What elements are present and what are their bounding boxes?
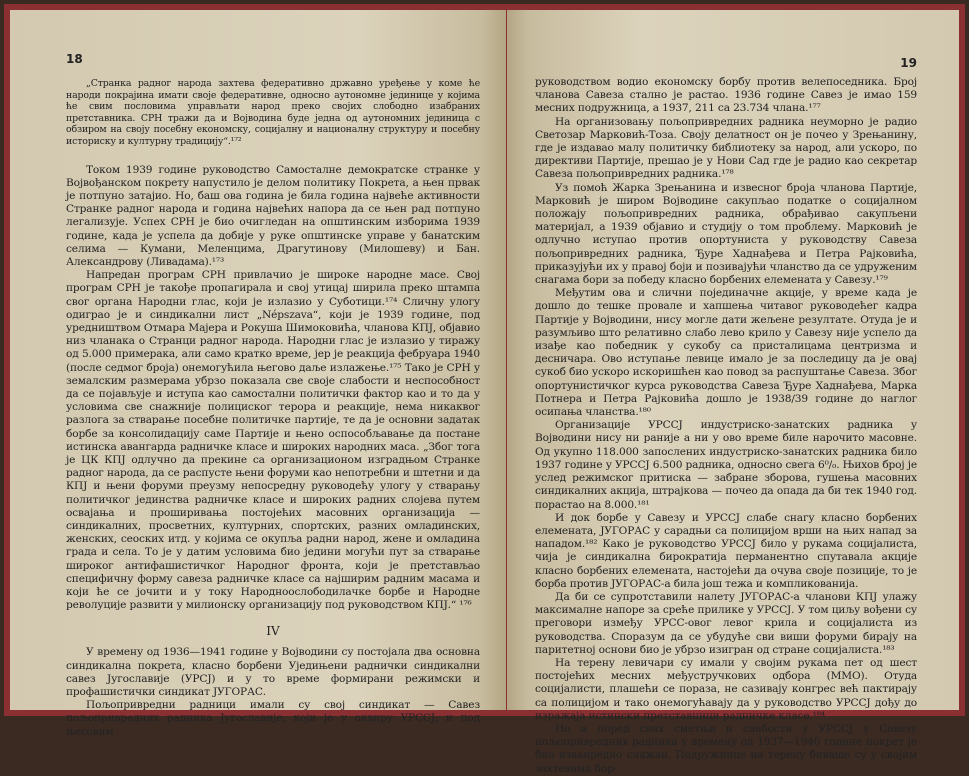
paragraph: Напредан програм СРН привлачио је широке народне масе. Свој програм СРН је такође пропагирала и свој утицај ширила преко штампа свог органа Народни глас, који је излазио у Суботици.¹⁷⁴ Сличну улогу одиграо је и синдикални лист „Népszava“, који је 1939 године, под уредништвом Отмара Мајера и Рокуша Шимоковића, чланова КПЈ, објавио низ чланака о Странци радног народа. Народни глас је излазио у тиражу од 5.000 примерака, али само кратко време, јер је реакција фебруара 1940 (после седмог броја) онемогућила његово даље излажење.¹⁷⁵ Тако је СРН у земалским размерама убрзо показала све своје слабости и неспособност да се појављује и иступа као самостални политички фактор као и то да у условима све снажније полициског терора и реакције, нема никаквог разлога за стварање посебне политичке партије, те да је основни задатак борбе за консолидацију саме Партије и њено оспособљавање да постане истинска авангарда радничке класе и широких народних маса. „Због тога је ЦК КПЈ одлучно да прекине са организационом изградњом Странке радног народа, да се распусте њени форуми као непотребни и штетни и да КПЈ и њени форуми преузму непосредну руководећу улогу у стварању политичког јединства радничке класе и широких радних слојева путем освајања и проширивања постојећих масовних организација — синдикалних, просветних, културних, спортских, разних омладинских, женских, сеоских итд. у којима се окупља радни народ, жене и омладина града и села. То је у датим условима био једини могући пут за стварање широког антифашистичког Народног фронта, који је претстављао специфичну форму савеза радничке класе са најширим радним масама и који ће се јочити и у току Народноослободилачке борбе и Народне револуције развити у милионску организацију под руководством КПЈ.“ ¹⁷⁶: [66, 269, 480, 612]
block-quote: „Странка радног народа захтева федеративно државно уређење у коме ће народи покрајина имати своје федеративне, односно аутономне јединице у којима ће свим пословима управљати народ преко својих слободно изабраних претставника. СРН тражи да и Војводина буде једна од аутономних јединица с обзиром на своју посебну економску, социјалну и националну структуру и посебну историску и културну традицију“.¹⁷²: [66, 78, 480, 147]
left-page: [10, 10, 506, 738]
section-heading: IV: [266, 624, 280, 639]
paragraph: Током 1939 године руководство Самосталне демократске странке у Војвођанском покрету напустило је делом политику Покрета, а њен првак је потпуно затајио. Но, баш ова година је била година највеће активности Странке радног народа и година највећих напора да се њен рад потпуно легализује. Успех СРН је био очигледан на општинским изборима 1939 године, када је успела да добије у руке општинске управе у банатским селима — Кумани, Меленцима, Драгутинову (Милошеву) и Бан. Александрову (Ливадама).¹⁷³: [66, 163, 480, 268]
paragraph: Пољопривредни радници имали су свој синдикат — Савез пољопривредних радника Југославије, који је у оквиру УРССЈ, и под његовим: [66, 699, 480, 738]
paragraph: На организовању пољопривредних радника неуморно је радио Светозар Марковић-Тоза. Своју делатност он је почео у Зрењанину, где је издавао малу политичку библиотеку за народ, али ускоро, по директиви Партије, прешао је у Нови Сад где је радио као секретар Савеза пољопривредних радника.¹⁷⁸: [535, 115, 917, 181]
paragraph: Но и поред свих сметњи и слабости у УРССЈ у Савезу пољопривредних радника у времену од 1937—1940 године покрет је био изванредно снажан. Подружнице на терену биваше су у својим захтевима бор-: [535, 722, 917, 775]
paragraph: Да би се супротставили налету ЈУГОРАС-а чланови КПЈ улажу максималне напоре за среће прилике у УРССЈ. У том циљу вођени су преговори између УРСС-овог левог крила и социјалиста из руководства. Споразум да се убудуће сви виши форуми бирају на паритетној основи био је убрзо изигран од стране социјалиста.¹⁸³: [535, 590, 917, 656]
right-page: [507, 10, 959, 775]
paragraph: Организације УРССЈ индустриско-занатских радника у Војводини нису ни раније а ни у ово време биле нарочито масовне. Од укупно 118.000 запослених индустриско-занатских радника било 1937 године у УРССЈ 6.500 радника, односно свега 6⁰/₀. Њихов број је услед режимског притиска — забране зборова, гушења масовних синдикалних акција, штрајкова — почео да опада да би тек 1940 год. порастао на 8.000.¹⁸¹: [535, 419, 918, 511]
page-number: 19: [900, 56, 917, 70]
paragraph: И док борбе у Савезу и УРССЈ слабе снагу класно борбених елемената, ЈУГОРАС у сарадњи са полицијом врши на њих напад за нападом.¹⁸² Како је руководство УРССЈ било у рукама социјалиста, чија је синдикална бирократија перманентно спутавала акције класно борбених елемената, настојећи да очува своје позиције, то је борба против ЈУГОРАС-а била још тежа и компликованија.: [535, 511, 917, 590]
paragraph: руководством водио економску борбу против велепоседника. Број чланова Савеза стално је растао. 1936 године Савез је имао 159 месних подружница, а 1937, 211 са 23.734 члана.¹⁷⁷: [535, 76, 917, 115]
paragraph: Међутим ова и слични појединачне акције, у време када је дошло до тешке провале и хапшења читавог руководећег кадра Партије у Војводини, нису могле дати жељене резултате. Отуда је и разумљиво што релативно слабо лево крило у Савезу није успело да изађе као победник у сукобу са присталицама центризма и десничара. Ово иступање левице имало је за последицу да је овај сукоб био ускоро искоришћен као повод за распуштање Савеза. Због опортунистичког курса руководства Савеза Ђуре Хаднађева, Марка Потнера и Петра Рајковића дошло је 1938/39 године до наглог осипања чланства.¹⁸⁰: [535, 287, 917, 419]
paragraph: Уз помоћ Жарка Зрењанина и извесног броја чланова Партије, Марковић је широм Војводине сакупљао податке о социјалном положају пољопривредних радника, обрађивао сакупљени материјал, а 1939 објавио и студију о том проблему. Марковић је одлучно иступао против опортуниста у руководству Савеза пољопривредних радника, Ђуре Хаднађева и Петра Рајковића, приказујући их у правој боји и позивајући чланство да се удруженим снагама бори за победу класно борбених елемената у Савезу.¹⁷⁹: [535, 181, 917, 287]
page-number: 18: [66, 52, 83, 66]
paragraph: У времену од 1936—1941 године у Војводини су постојала два основна синдикална покрета, класно борбени Уједињени раднички синдикални савез Југославије (УРСЈ) и у то време формирани режимски и профашистички синдикат ЈУГОРАС.: [66, 646, 480, 699]
book-spread: [4, 4, 965, 775]
paragraph: На терену левичари су имали у својим рукама пет од шест постојећих месних међустручкових одбора (ММО). Отуда социјалисти, плашећи се пораза, не сазивају конгрес већ пактирају са полицијом и тако онемогућавају да у руководство УРССЈ дођу до изражаја истински претставници радничке класе.¹⁸⁴: [535, 656, 917, 722]
